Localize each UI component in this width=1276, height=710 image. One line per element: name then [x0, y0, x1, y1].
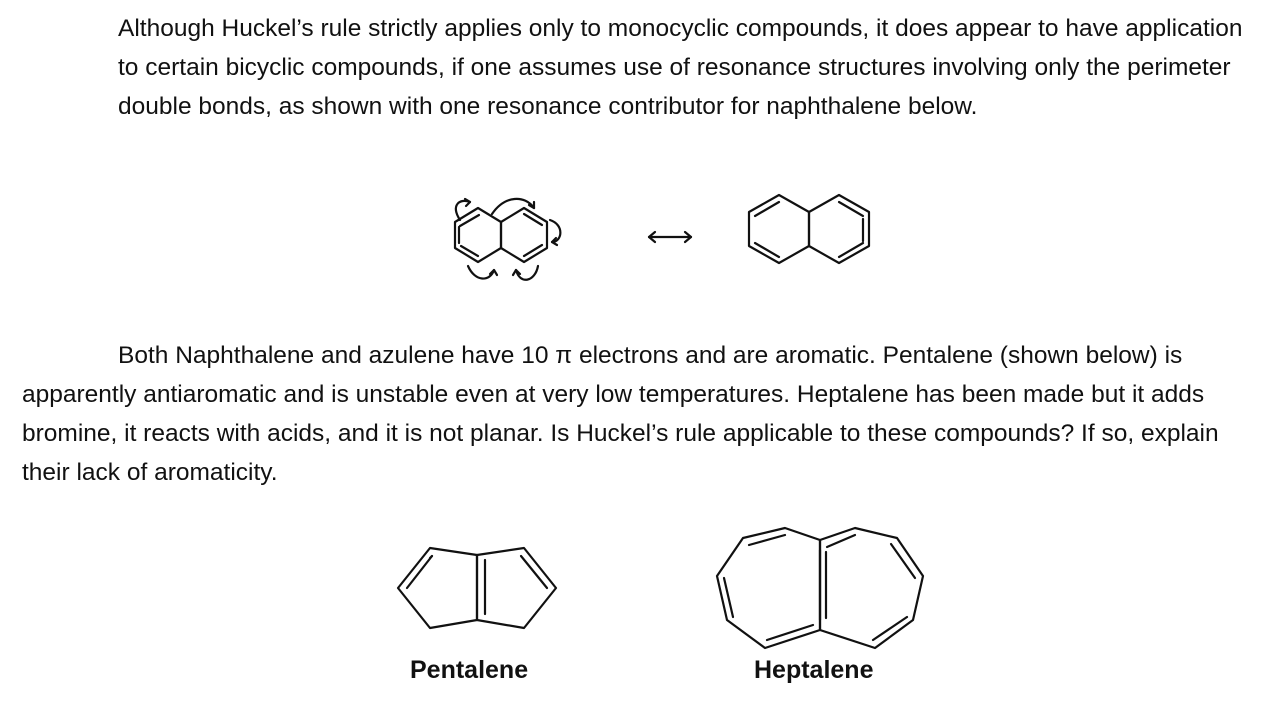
intro-paragraph: Although Huckel’s rule strictly applies only to monocyclic compounds, it does appear to have application to certain bicyclic compounds, if one assumes use of resonance structures involving only the perimeter double bonds, as shown with one resonance contributor for naphthalene below.	[118, 15, 1243, 120]
resonance-arrow-icon	[645, 230, 695, 244]
heptalene-structure	[705, 520, 935, 660]
question-paragraph: Both Naphthalene and azulene have 10 π electrons and are aromatic. Pentalene (shown below) is apparently antiaromatic and is unstable even at very low temperatures. Heptalene has been made but it adds bromine, it reacts with acids, and it is not planar. Is Huckel’s rule applicable to these compounds? If so, explain their lack of aromaticity.	[22, 342, 1219, 486]
pentalene-structure	[390, 540, 565, 635]
heptalene-label: Heptalene	[754, 656, 874, 684]
pentalene-label: Pentalene	[410, 656, 529, 684]
naphthalene-resonance-contributor-with-arrows	[430, 190, 630, 300]
naphthalene-structure	[735, 185, 895, 285]
